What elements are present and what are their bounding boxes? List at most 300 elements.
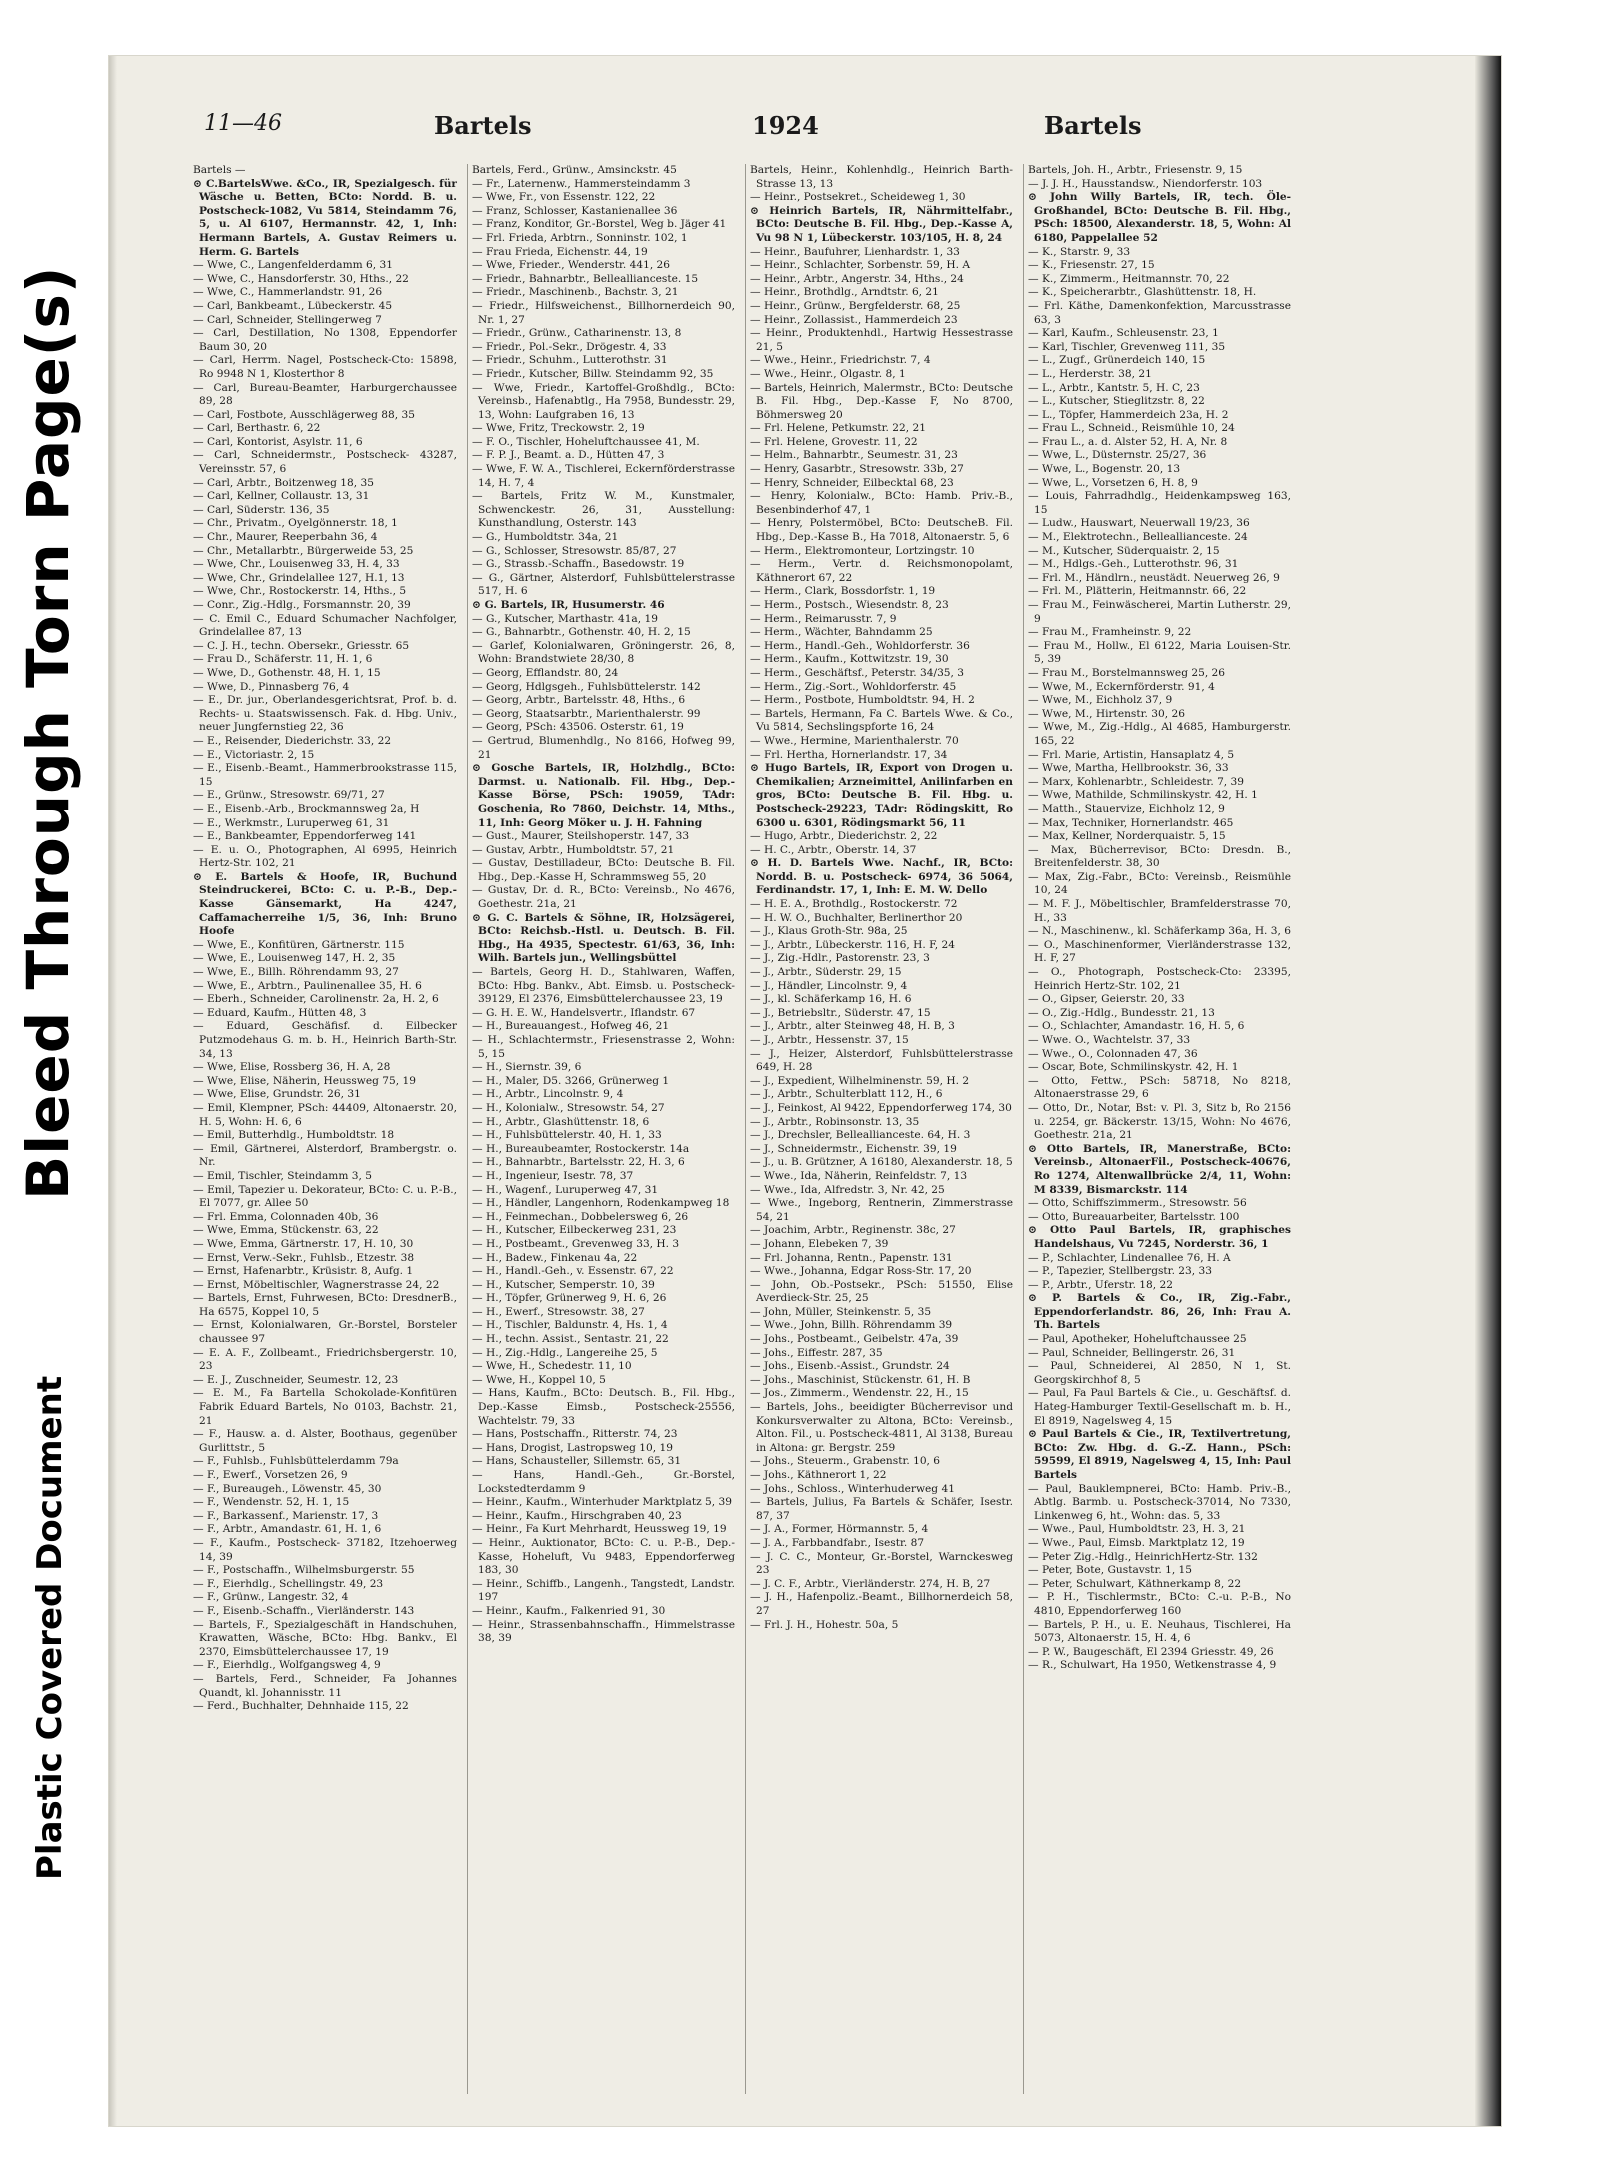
directory-entry: — Hans, Handl.-Geh., Gr.-Borstel, Lockstedterdamm 9 (472, 1469, 735, 1495)
directory-entry: — Conr., Zig.-Hdlg., Forsmannstr. 20, 39 (193, 599, 411, 611)
directory-entry: — Wwe. O., Wachtelstr. 37, 33 (1028, 1034, 1191, 1046)
directory-entry: — Helm., Bahnarbtr., Seumestr. 31, 23 (750, 449, 958, 462)
directory-entry: — Friedr., Kutscher, Billw. Steindamm 92, 35 (472, 367, 714, 380)
directory-entry: — F., Eierhdlg., Wolfgangsweg 4, 9 (193, 1659, 381, 1672)
directory-entry: — N., Maschinenw., kl. Schäferkamp 36a, H. 3, 6 (1028, 925, 1291, 938)
directory-entry: — Paul, Schneiderei, Al 2850, N 1, St. Georgskirchhof 8, 5 (1028, 1360, 1291, 1386)
directory-entry: — Frl. Frieda, Arbtrn., Sonninstr. 102, 1 (472, 231, 688, 244)
directory-entry: — P., Tapezier, Stellbergstr. 23, 33 (1028, 1265, 1213, 1278)
directory-entry: — Wwe, M., Zig.-Hdlg., Al 4685, Hamburgerstr. 165, 22 (1028, 721, 1291, 747)
directory-entry: — J., Drechsler, Belleallianceste. 64, H. 3 (750, 1129, 971, 1142)
directory-entry: — Emil, Tischler, Steindamm 3, 5 (193, 1169, 372, 1182)
directory-entry: — Max, Bücherrevisor, BCto: Dresdn. B., Breitenfelderstr. 38, 30 (1028, 843, 1291, 870)
directory-entry: Bartels, Joh. H., Arbtr., Friesenstr. 9, 15 (1028, 164, 1243, 176)
directory-entry: — Jos., Zimmerm., Wendenstr. 22, H., 15 (750, 1387, 969, 1400)
directory-entry: — Wwe., Hermine, Marienthalerstr. 70 (750, 734, 959, 747)
directory-entry: — Peter Zig.-Hdlg., HeinrichHertz-Str. 132 (1028, 1550, 1258, 1563)
directory-entry: — Friedr., Hilfsweichenst., Billhornerdeich 90, Nr. 1, 27 (472, 299, 735, 326)
header-right-title: Bartels (1044, 111, 1142, 140)
directory-entry: — Wwe, D., Pinnasberg 76, 4 (193, 680, 350, 693)
directory-entry: — Wwe, Fritz, Treckowstr. 2, 19 (472, 422, 645, 435)
directory-entry: — Heinr., Grünw., Bergfelderstr. 68, 25 (750, 299, 961, 312)
directory-entry: — Henry, Kolonialw., BCto: Hamb. Priv.-B., Besenbinderhof 47, 1 (750, 490, 1013, 516)
directory-entry: — H., Handl.-Geh., v. Essenstr. 67, 22 (472, 1265, 674, 1278)
directory-entry: — F., Barkassenf., Marienstr. 17, 3 (193, 1509, 379, 1522)
directory-entry: — Wwe, Chr., Rostockerstr. 14, Hths., 5 (193, 585, 407, 598)
directory-entry: — Karl, Kaufm., Schleusenstr. 23, 1 (1028, 327, 1219, 340)
directory-entry: — R., Schulwart, Ha 1950, Wetkenstrasse 4, 9 (1028, 1659, 1277, 1672)
directory-entry: — E. u. O., Photographen, Al 6995, Heinrich Hertz-Str. 102, 21 (193, 843, 457, 870)
directory-entry: — Bartels, Johs., beeidigter Bücherrevisor und Konkursverwalter zu Altona, BCto: Vereinsb., Alton. Fil., u. Postscheck-4811, Al 3138, Bureau in Altona: gr. Bergstr. 259 (750, 1401, 1013, 1454)
directory-entry: Bartels, Heinr., Kohlenhdlg., Heinrich Barth-Strasse 13, 13 (750, 164, 1013, 190)
directory-entry: — F., Postschaffn., Wilhelmsburgerstr. 55 (193, 1564, 415, 1577)
directory-entry: — P. H., Tischlermstr., BCto: C.-u. P.-B., No 4810, Eppendorferweg 160 (1028, 1591, 1291, 1617)
directory-entry: — F., Grünw., Langestr. 32, 4 (193, 1591, 349, 1604)
directory-entry: — Ernst, Verw.-Sekr., Fuhlsb., Etzestr. 38 (193, 1251, 415, 1264)
directory-entry: — G., Bahnarbtr., Gothenstr. 40, H. 2, 15 (472, 626, 691, 639)
directory-entry: — H. W. O., Buchhalter, Berlinerthor 20 (750, 911, 963, 924)
directory-entry: — L., Töpfer, Hammerdeich 23a, H. 2 (1028, 408, 1229, 421)
directory-entry: Bartels — (193, 164, 246, 176)
directory-column-4 (1023, 164, 1291, 2094)
directory-entry: — J., Schneidermstr., Eichenstr. 39, 19 (750, 1142, 957, 1155)
directory-entry: — Max, Zig.-Fabr., BCto: Vereinsb., Reismühle 10, 24 (1028, 870, 1291, 897)
directory-entry: — John, Müller, Steinkenstr. 5, 35 (750, 1305, 932, 1318)
directory-entry: — Henry, Polstermöbel, BCto: DeutscheB. Fil. Hbg., Dep.-Kasse B., Ha 7018, Altonaerstr. 5, 6 (750, 517, 1013, 544)
directory-entry: — Franz, Konditor, Gr.-Borstel, Weg b. Jäger 41 (472, 218, 727, 231)
directory-entry: ⊙ Gosche Bartels, IR, Holzhdlg., BCto: Darmst. u. Nationalb. Fil. Hbg., Dep.-Kasse Börse, PSch: 19059, TAdr: Goschenia, Ro 7860, Deichstr. 14, Mths., 11, Inh: Georg Möker u. J. H. Fahning (472, 762, 735, 829)
directory-entry: — Wwe., Paul, Humboldtstr. 23, H. 3, 21 (1028, 1523, 1246, 1536)
directory-entry: — Wwe, Mathilde, Schmilinskystr. 42, H. 1 (1028, 789, 1258, 802)
directory-entry: — Henry, Schneider, Eilbecktal 68, 23 (750, 476, 954, 489)
directory-entry: — Marx, Kohlenarbtr., Schleidestr. 7, 39 (1028, 775, 1245, 788)
directory-entry: — Otto, Fettw., PSch: 58718, No 8218, Altonaerstrasse 29, 6 (1028, 1074, 1291, 1101)
directory-entry: — H. E. A., Brothdlg., Rostockerstr. 72 (750, 898, 958, 911)
directory-entry: — Hans, Kaufm., BCto: Deutsch. B., Fil. Hbg., Dep.-Kasse Eimsb., Postscheck-25556, Wachtelstr. 79, 33 (472, 1387, 735, 1427)
directory-entry: — Wwe., Heinr., Olgastr. 8, 1 (750, 367, 906, 380)
directory-entry: — H., Tischler, Baldunstr. 4, Hs. 1, 4 (472, 1319, 668, 1332)
directory-entry: — E., Werkmstr., Luruperweg 61, 31 (193, 816, 390, 829)
directory-entry: — Frau Frieda, Eichenstr. 44, 19 (472, 245, 648, 258)
directory-entry: — Frau L., a. d. Alster 52, H. A, Nr. 8 (1028, 435, 1228, 448)
directory-entry: — O., Zig.-Hdlg., Bundesstr. 21, 13 (1028, 1006, 1215, 1019)
plastic-covered-note: Plastic Covered Document (30, 1375, 70, 1880)
directory-entry: — E. M., Fa Bartella Schokolade-Konfitüren Fabrik Eduard Bartels, No 0103, Bachstr. 21, 21 (193, 1387, 457, 1427)
directory-entry: — Hans, Postschaffn., Ritterstr. 74, 23 (472, 1428, 678, 1441)
directory-entry: — E., Victoriastr. 2, 15 (193, 748, 315, 761)
directory-entry: — F., Arbtr., Amandastr. 61, H. 1, 6 (193, 1523, 382, 1536)
directory-entry: — P., Schlachter, Lindenallee 76, H. A (1028, 1251, 1231, 1264)
directory-entry: — Carl, Destillation, No 1308, Eppendorfer Baum 30, 20 (193, 327, 457, 353)
directory-entry: ⊙ Hugo Bartels, IR, Export von Drogen u. Chemikalien; Arzneimittel, Anilinfarben en gros, BCto: Deutsche B. Fil. Hbg. u. Postscheck-29223, TAdr: Rödingskitt, Ro 6300 u. 6301, Rödingsmarkt 56, 11 (750, 762, 1013, 829)
directory-entry: — F., Eisenb.-Schaffn., Vierländerstr. 143 (193, 1604, 415, 1617)
directory-entry: — Georg, Hdlgsgeh., Fuhlsbüttelerstr. 142 (472, 680, 701, 693)
directory-entry: — Emil, Butterhdlg., Humboldtstr. 18 (193, 1129, 395, 1142)
directory-entry: — Chr., Metallarbtr., Bürgerweide 53, 25 (193, 544, 414, 557)
directory-entry: — Carl, Fostbote, Ausschlägerweg 88, 35 (193, 408, 415, 421)
directory-entry: — Wwe, E., Billh. Röhrendamm 93, 27 (193, 966, 399, 979)
directory-entry: — H., Ingenieur, Isestr. 78, 37 (472, 1169, 634, 1182)
directory-entry: — H., Arbtr., Glashüttenstr. 18, 6 (472, 1115, 650, 1128)
directory-entry: — H., Kolonialw., Stresowstr. 54, 27 (472, 1101, 665, 1114)
directory-entry: — J., Feinkost, Al 9422, Eppendorferweg 174, 30 (750, 1101, 1012, 1114)
directory-entry: — J. C. F., Arbtr., Vierländerstr. 274, H. B, 27 (750, 1577, 991, 1590)
directory-entry: ⊙ Otto Bartels, IR, Manerstraße, BCto: Vereinsb., AltonaerFil., Postscheck-40676, Ro 1274, Altenwallbrücke 2/4, 11, Wohn: M 8339, Bismarckstr. 114 (1028, 1142, 1291, 1196)
directory-entry: — John, Ob.-Postsekr., PSch: 51550, Elise Averdieck-Str. 25, 25 (750, 1278, 1013, 1305)
directory-entry: — J., Heizer, Alsterdorf, Fuhlsbüttelerstrasse 649, H. 28 (750, 1047, 1013, 1074)
directory-entry: — P., Arbtr., Uferstr. 18, 22 (1028, 1278, 1174, 1291)
directory-entry: — Carl, Bankbeamt., Lübeckerstr. 45 (193, 299, 393, 312)
directory-entry: — Eduard, Geschäfisf. d. Eilbecker Putzmodehaus G. m. b. H., Heinrich Barth-Str. 34, 13 (193, 1020, 457, 1060)
directory-entry: — Wwe., Ingeborg, Rentnerin, Zimmerstrasse 54, 21 (750, 1197, 1013, 1223)
directory-entry: — Carl, Herrm. Nagel, Postscheck-Cto: 15898, Ro 9948 N 1, Klosterthor 8 (193, 354, 457, 380)
directory-entry: ⊙ G. Bartels, IR, Husumerstr. 46 (472, 599, 665, 611)
directory-entry: — Bartels, F., Spezialgeschäft in Handschuhen, Krawatten, Wäsche, BCto: Hbg. Bankv., El 2370, Eimsbüttelerchaussee 17, 19 (193, 1618, 457, 1658)
directory-entry: — Hugo, Arbtr., Diederichstr. 2, 22 (750, 830, 938, 843)
directory-entry: — Carl, Bureau-Beamter, Harburgerchaussee 89, 28 (193, 381, 457, 408)
directory-entry: — Wwe, Martha, Hellbrookstr. 36, 33 (1028, 762, 1229, 775)
directory-entry: — Wwe., Ida, Alfredstr. 3, Nr. 42, 25 (750, 1183, 945, 1196)
directory-entry: — Ernst, Kolonialwaren, Gr.-Borstel, Borsteler chaussee 97 (193, 1319, 457, 1346)
directory-entry: — Ernst, Hafenarbtr., Krüsistr. 8, Aufg. 1 (193, 1265, 414, 1278)
header-left-title: Bartels (434, 111, 532, 140)
directory-entry: — Friedr., Maschinenb., Bachstr. 3, 21 (472, 286, 679, 299)
directory-entry: — Wwe., Johanna, Edgar Ross-Str. 17, 20 (750, 1265, 972, 1278)
directory-entry: — Otto, Schiffszimmerm., Stresowstr. 56 (1028, 1197, 1247, 1210)
directory-entry: — F., Eierhdlg., Schellingstr. 49, 23 (193, 1577, 384, 1590)
directory-entry: — Emil, Gärtnerei, Alsterdorf, Brambergstr. o. Nr. (193, 1142, 457, 1169)
directory-entry: — Hans, Drogist, Lastropsweg 10, 19 (472, 1441, 673, 1454)
directory-entry: — L., Zugf., Grünerdeich 140, 15 (1028, 354, 1206, 367)
directory-entry: — J. H., Hafenpoliz.-Beamt., Billhornerdeich 58, 27 (750, 1591, 1013, 1617)
directory-entry: — F. O., Tischler, Hoheluftchaussee 41, M. (472, 435, 700, 448)
directory-entry: — Wwe, H., Koppel 10, 5 (472, 1373, 606, 1386)
directory-entry: — Emil, Tapezier u. Dekorateur, BCto: C. u. P.-B., El 7077, gr. Allee 50 (193, 1183, 457, 1210)
directory-entry: — Paul, Fa Paul Bartels & Cie., u. Geschäftsf. d. Hateg-Hamburger Textil-Gesellschaft m. b. H., El 8919, Nagelsweg 4, 15 (1028, 1387, 1291, 1427)
directory-entry: — Heinr., Schiffb., Langenh., Tangstedt, Landstr. 197 (472, 1577, 735, 1604)
directory-entry: — O., Schlachter, Amandastr. 16, H. 5, 6 (1028, 1020, 1245, 1033)
directory-entry: — H., Wagenf., Luruperweg 47, 31 (472, 1183, 659, 1196)
directory-entry: — Garlef, Kolonialwaren, Gröningerstr. 26, 8, Wohn: Brandstwiete 28/30, 8 (472, 639, 735, 666)
directory-entry: — J. A., Former, Hörmannstr. 5, 4 (750, 1523, 929, 1536)
directory-entry: — Frau M., Feinwäscherei, Martin Lutherstr. 29, 9 (1028, 599, 1291, 625)
directory-entry: — F., Kaufm., Postscheck- 37182, Itzehoerweg 14, 39 (193, 1536, 457, 1563)
directory-entry: — Oscar, Bote, Schmilinskystr. 42, H. 1 (1028, 1061, 1239, 1074)
directory-entry: — Bartels, Ernst, Fuhrwesen, BCto: DresdnerB., Ha 6575, Koppel 10, 5 (193, 1292, 457, 1318)
directory-entry: — E., Grünw., Stresowstr. 69/71, 27 (193, 789, 385, 802)
directory-entry: — H., Feinmechan., Dobbelersweg 6, 26 (472, 1210, 689, 1223)
directory-entry: — Wwe., Ida, Näherin, Reinfeldstr. 7, 13 (750, 1169, 968, 1182)
directory-entry: — Carl, Süderstr. 136, 35 (193, 503, 330, 516)
directory-entry: — Johs., Käthnerort 1, 22 (750, 1469, 887, 1481)
directory-entry: — K., Speicherarbtr., Glashüttenstr. 18, H. (1028, 286, 1257, 299)
directory-entry: — F., Hausw. a. d. Alster, Boothaus, gegenüber Gurlittstr., 5 (193, 1428, 457, 1454)
directory-entry: — H., techn. Assist., Sentastr. 21, 22 (472, 1333, 669, 1346)
directory-entry: — Herm., Handl.-Geh., Wohldorferstr. 36 (750, 639, 970, 652)
directory-entry: — J., Arbtr., Robinsonstr. 13, 35 (750, 1115, 920, 1128)
page-dark-edge (1475, 56, 1501, 2126)
directory-entry: — Gertrud, Blumenhdlg., No 8166, Hofweg 99, 21 (472, 734, 735, 761)
directory-entry: — L., Kutscher, Stieglitzstr. 8, 22 (1028, 395, 1205, 408)
directory-entry: — F., Bureaugeh., Löwenstr. 45, 30 (193, 1482, 382, 1495)
directory-entry: — Herm., Kaufm., Kottwitzstr. 19, 30 (750, 653, 949, 666)
directory-entry: ⊙ H. D. Bartels Wwe. Nachf., IR, BCto: Nordd. B. u. Postscheck- 6974, 36 5064, Ferdinandstr. 17, 1, Inh: E. M. W. Dello (750, 857, 1013, 897)
directory-entry: — G. H. E. W., Handelsvertr., Iflandstr. 67 (472, 1006, 696, 1019)
directory-entry: — Karl, Tischler, Grevenweg 111, 35 (1028, 340, 1226, 353)
directory-entry: — Herm., Zig.-Sort., Wohldorferstr. 45 (750, 680, 957, 693)
directory-entry: — K., Friesenstr. 27, 15 (1028, 259, 1155, 272)
directory-entry: — F., Wendenstr. 52, H. 1, 15 (193, 1496, 350, 1509)
directory-entry: — Peter, Schulwart, Käthnerkamp 8, 22 (1028, 1577, 1242, 1590)
directory-entry: — Frau D., Schäferstr. 11, H. 1, 6 (193, 653, 373, 666)
directory-entry: — Wwe., Paul, Eimsb. Marktplatz 12, 19 (1028, 1536, 1245, 1549)
page-shadow (109, 56, 117, 2126)
bleed-through-torn-note: Bleed Through Torn Page(s) (14, 265, 82, 1200)
directory-entry: — Paul, Bauklempnerei, BCto: Hamb. Priv.-B., Abtlg. Barmb. u. Postscheck-37014, No 7330, Linkenweg 6, ht., Wohn: das. 5, 33 (1028, 1482, 1291, 1522)
directory-entry: — H., Zig.-Hdlg., Langereihe 25, 5 (472, 1346, 658, 1359)
directory-entry: — Wwe., O., Colonnaden 47, 36 (1028, 1047, 1198, 1060)
directory-entry: — J., Arbtr., Hessenstr. 37, 15 (750, 1034, 909, 1046)
directory-entry: — Otto, Bureauarbeiter, Bartelsstr. 100 (1028, 1210, 1240, 1223)
directory-entry: — Wwe, F. W. A., Tischlerei, Eckernförderstrasse 14, H. 7, 4 (472, 463, 735, 489)
directory-entry: — Bartels, Heinrich, Malermstr., BCto: Deutsche B. Fil. Hbg., Dep.-Kasse F, No 8700, Böhmersweg 20 (750, 381, 1013, 421)
directory-entry: — Friedr., Grünw., Catharinenstr. 13, 8 (472, 327, 682, 340)
directory-entry: — Frl. M., Plätterin, Heitmannstr. 66, 22 (1028, 585, 1247, 598)
directory-entry: — E., Bankbeamter, Eppendorferweg 141 (193, 830, 417, 843)
directory-entry: — E., Eisenb.-Arb., Brockmannsweg 2a, H (193, 802, 420, 815)
directory-entry: — Heinr., Arbtr., Angerstr. 34, Hths., 24 (750, 272, 964, 285)
directory-entry: — M., Elektrotechn., Belleallianceste. 24 (1028, 531, 1248, 544)
directory-entry: — Wwe, M., Eckernförderstr. 91, 4 (1028, 680, 1215, 693)
directory-entry: ⊙ P. Bartels & Co., IR, Zig.-Fabr., Eppendorferlandstr. 86, 26, Inh: Frau A. Th. Bartels (1028, 1292, 1291, 1332)
directory-entry: — J., Arbtr., alter Steinweg 48, H. B, 3 (750, 1020, 955, 1033)
directory-entry: — E., Reisender, Diederichstr. 33, 22 (193, 734, 392, 747)
directory-entry: — Frl. Marie, Artistin, Hansaplatz 4, 5 (1028, 748, 1235, 761)
directory-entry: — Wwe, H., Schedestr. 11, 10 (472, 1360, 632, 1373)
directory-entry: — H., Badew., Finkenau 4a, 22 (472, 1251, 638, 1264)
directory-entry: — Wwe, Elise, Grundstr. 26, 31 (193, 1088, 361, 1101)
directory-entry: — Wwe, Frieder., Wenderstr. 441, 26 (472, 259, 671, 272)
directory-entry: — J. C. C., Monteur, Gr.-Borstel, Warnckesweg 23 (750, 1550, 1013, 1577)
directory-entry: — J., Arbtr., Süderstr. 29, 15 (750, 966, 902, 979)
directory-entry: — Matth., Stauervize, Eichholz 12, 9 (1028, 802, 1225, 815)
directory-entry: — Johann, Elebeken 7, 39 (750, 1237, 889, 1250)
directory-entry: — Johs., Schloss., Winterhuderweg 41 (750, 1482, 955, 1495)
directory-entry: — O., Gipser, Geierstr. 20, 33 (1028, 993, 1185, 1006)
directory-entry: — H., Töpfer, Grünerweg 9, H. 6, 26 (472, 1292, 667, 1305)
directory-entry: — J., Zig.-Hdlr., Pastorenstr. 23, 3 (750, 952, 930, 965)
directory-entry: — H., Arbtr., Lincolnstr. 9, 4 (472, 1088, 624, 1101)
directory-entry: — Wwe, Chr., Louisenweg 33, H. 4, 33 (193, 558, 400, 571)
directory-entry: — O., Maschinenformer, Vierländerstrasse 132, H. F, 27 (1028, 938, 1291, 965)
directory-entry: — L., Herderstr. 38, 21 (1028, 367, 1152, 380)
header-year: 1924 (752, 111, 819, 140)
directory-entry: — Henry, Gasarbtr., Stresowstr. 33b, 27 (750, 463, 964, 476)
directory-entry: — Heinr., Strassenbahnschaffn., Himmelstrasse 38, 39 (472, 1618, 735, 1645)
directory-entry: — Wwe, D., Gothenstr. 48, H. 1, 15 (193, 666, 381, 679)
directory-entry: — Peter, Bote, Gustavstr. 1, 15 (1028, 1564, 1193, 1577)
page-header (204, 111, 1314, 151)
directory-entry: — Johs., Postbeamt., Geibelstr. 47a, 39 (750, 1333, 959, 1346)
directory-entry: — Frl. Helene, Petkumstr. 22, 21 (750, 422, 926, 435)
directory-entry: — Louis, Fahrradhdlg., Heidenkampsweg 163, 15 (1028, 490, 1291, 516)
directory-entry: — Wwe, L., Düsternstr. 25/27, 36 (1028, 449, 1207, 462)
directory-entry: — Heinr., Schlachter, Sorbenstr. 59, H. A (750, 259, 971, 272)
directory-entry: — G., Schlosser, Stresowstr. 85/87, 27 (472, 544, 677, 557)
directory-entry: — Wwe, E., Louisenweg 147, H. 2, 35 (193, 952, 396, 965)
directory-entry: — G., Kutscher, Marthastr. 41a, 19 (472, 612, 658, 625)
directory-entry: — Wwe, M., Hirtenstr. 30, 26 (1028, 707, 1185, 720)
directory-entry: — Eduard, Kaufm., Hütten 48, 3 (193, 1006, 367, 1019)
directory-entry: — E. J., Zuschneider, Seumestr. 12, 23 (193, 1373, 399, 1386)
directory-entry: — Wwe, C., Hansdorferstr. 30, Hths., 22 (193, 272, 409, 285)
directory-entry: — Georg, Efflandstr. 80, 24 (472, 666, 619, 679)
directory-entry: — Gust., Maurer, Steilshoperstr. 147, 33 (472, 830, 690, 843)
directory-entry: — Wwe., Heinr., Friedrichstr. 7, 4 (750, 354, 931, 367)
directory-entry: — H., Bureaubeamter, Rostockerstr. 14a (472, 1142, 690, 1155)
directory-entry: — L., Arbtr., Kantstr. 5, H. C, 23 (1028, 381, 1200, 394)
directory-column-3 (745, 164, 1013, 2094)
directory-entry: — Frl. Helene, Grovestr. 11, 22 (750, 435, 918, 448)
directory-entry: — Johs., Eiffestr. 287, 35 (750, 1346, 883, 1359)
directory-entry: — Wwe., John, Billh. Röhrendamm 39 (750, 1319, 953, 1332)
directory-entry: — Paul, Schneider, Bellingerstr. 26, 31 (1028, 1346, 1236, 1359)
directory-entry: — J., Arbtr., Schulterblatt 112, H., 6 (750, 1088, 943, 1101)
directory-entry: — E. A. F., Zollbeamt., Friedrichsbergerstr. 10, 23 (193, 1346, 457, 1373)
directory-entry: — Max, Techniker, Hornerlandstr. 465 (1028, 816, 1234, 829)
margin-notes (0, 0, 110, 2177)
directory-entry: — Frl. Hertha, Hornerlandstr. 17, 34 (750, 748, 948, 761)
directory-entry: — Wwe, L., Bogenstr. 20, 13 (1028, 463, 1181, 476)
directory-column-2 (467, 164, 735, 2094)
directory-entry: — H., Schlachtermstr., Friesenstrasse 2, Wohn: 5, 15 (472, 1034, 735, 1060)
directory-entry: — H., Fuhlsbüttelerstr. 40, H. 1, 33 (472, 1129, 662, 1142)
directory-entry: — Bartels, P. H., u. E. Neuhaus, Tischlerei, Ha 5073, Altonaerstr. 15, H. 4, 6 (1028, 1618, 1291, 1645)
directory-entry: — H., Siernstr. 39, 6 (472, 1061, 582, 1074)
directory-entry: — Joachim, Arbtr., Reginenstr. 38c, 27 (750, 1224, 956, 1237)
directory-entry: — J., kl. Schäferkamp 16, H. 6 (750, 993, 912, 1006)
directory-entry: — M., Kutscher, Süderquaistr. 2, 15 (1028, 544, 1220, 557)
directory-entry: — K., Zimmerm., Heitmannstr. 70, 22 (1028, 272, 1230, 285)
directory-entry: — Heinr., Fa Kurt Mehrhardt, Heussweg 19, 19 (472, 1523, 727, 1536)
directory-entry: — Frl. M., Händlrn., neustädt. Neuerweg 26, 9 (1028, 571, 1280, 584)
directory-entry: — F. P. J., Beamt. a. D., Hütten 47, 3 (472, 449, 665, 462)
directory-entry: — H., Bahnarbtr., Bartelsstr. 22, H. 3, 6 (472, 1156, 685, 1169)
directory-entry: — H., Kutscher, Semperstr. 10, 39 (472, 1278, 655, 1291)
directory-entry: — Herm., Wächter, Bahndamm 25 (750, 626, 933, 639)
directory-entry: — Johs., Eisenb.-Assist., Grundstr. 24 (750, 1360, 950, 1373)
directory-entry: — H., Händler, Langenhorn, Rodenkampweg 18 (472, 1197, 730, 1210)
directory-entry: — Friedr., Schuhm., Lutterothstr. 31 (472, 354, 668, 367)
directory-entry: — Gustav, Arbtr., Humboldtstr. 57, 21 (472, 843, 675, 856)
directory-entry: — F., Ewerf., Vorsetzen 26, 9 (193, 1469, 348, 1481)
directory-entry: — Hans, Schausteller, Sillemstr. 65, 31 (472, 1455, 682, 1468)
directory-entry: — J., u. B. Grützner, A 16180, Alexanderstr. 18, 5 (750, 1156, 1013, 1169)
directory-entry: — J., Händler, Lincolnstr. 9, 4 (750, 979, 908, 992)
directory-entry: — Bartels, Georg H. D., Stahlwaren, Waffen, BCto: Hbg. Bankv., Abt. Eimsb. u. Postscheck-39129, El 2376, Eimsbüttelerchaussee 23, 19 (472, 966, 735, 1006)
directory-entry: — Carl, Kontorist, Asylstr. 11, 6 (193, 435, 363, 448)
directory-entry: — C. Emil C., Eduard Schumacher Nachfolger, Grindelallee 87, 13 (193, 612, 457, 639)
directory-entry: — Heinr., Kaufm., Winterhuder Marktplatz 5, 39 (472, 1496, 732, 1509)
directory-entry: — Frl. Johanna, Rentn., Papenstr. 131 (750, 1251, 953, 1264)
directory-entry: — Gustav, Dr. d. R., BCto: Vereinsb., No 4676, Goethestr. 21a, 21 (472, 884, 735, 911)
directory-entry: — Wwe, E., Konfitüren, Gärtnerstr. 115 (193, 938, 405, 951)
directory-entry: — H., Kutscher, Eilbeckerweg 231, 23 (472, 1224, 677, 1237)
directory-entry: — Heinr., Zollassist., Hammerdeich 23 (750, 313, 958, 326)
directory-entry: — Heinr., Baufuhrer, Lienhardstr. 1, 33 (750, 245, 960, 258)
directory-entry: — Georg, Staatsarbtr., Marienthalerstr. 99 (472, 707, 701, 720)
directory-entry: — G., Humboldtstr. 34a, 21 (472, 531, 619, 544)
directory-entry: ⊙ Heinrich Bartels, IR, Nährmittelfabr., BCto: Deutsche B. Fil. Hbg., Dep.-Kasse A, Vu 98 N 1, Lübeckerstr. 103/105, H. 8, 24 (750, 204, 1013, 244)
directory-entry: ⊙ G. C. Bartels & Söhne, IR, Holzsägerei, BCto: Reichsb.-Hstl. u. Deutsch. B. Fil. Hbg., Ha 4935, Spectestr. 61/63, 36, Inh: Wilh. Bartels jun., Wellingsbüttel (472, 911, 735, 965)
directory-entry: — O., Photograph, Postscheck-Cto: 23395, Heinrich Hertz-Str. 102, 21 (1028, 966, 1291, 992)
directory-entry: ⊙ Paul Bartels & Cie., IR, Textilvertretung, BCto: Zw. Hbg. d. G.-Z. Hann., PSch: 59599, El 8919, Nagelsweg 4, 15, Inh: Paul Bartels (1028, 1428, 1291, 1481)
directory-entry: — Wwe, M., Eichholz 37, 9 (1028, 694, 1173, 707)
directory-entry: — Herm., Postsch., Wiesendstr. 8, 23 (750, 599, 949, 611)
directory-entry: — Carl, Schneidermstr., Postscheck- 43287, Vereinsstr. 57, 6 (193, 449, 457, 476)
directory-entry: — H., Maler, D5. 3266, Grünerweg 1 (472, 1074, 670, 1087)
directory-entry: — M. F. J., Möbeltischler, Bramfelderstrasse 70, H., 33 (1028, 898, 1291, 924)
directory-entry: — H., Ewerf., Stresowstr. 38, 27 (472, 1305, 645, 1318)
directory-entry: — Wwe, Elise, Rossberg 36, H. A, 28 (193, 1061, 391, 1074)
directory-entry: — Heinr., Auktionator, BCto: C. u. P.-B., Dep.-Kasse, Hoheluft, Vu 9483, Eppendorferweg 183, 30 (472, 1536, 735, 1577)
directory-entry: — Emil, Klempner, PSch: 44409, Altonaerstr. 20, H. 5, Wohn: H. 6, 6 (193, 1101, 457, 1128)
directory-entry: — Herm., Clark, Bossdorfstr. 1, 19 (750, 585, 936, 598)
directory-entry: — Paul, Apotheker, Hoheluftchaussee 25 (1028, 1333, 1247, 1346)
directory-entry: — Fr., Laternenw., Hammersteindamm 3 (472, 177, 691, 190)
directory-entry: — Ludw., Hauswart, Neuerwall 19/23, 36 (1028, 517, 1250, 530)
directory-entry: — Wwe, Elise, Näherin, Heussweg 75, 19 (193, 1074, 416, 1087)
directory-entry: — Frau M., Borstelmannsweg 25, 26 (1028, 666, 1226, 679)
directory-entry: — Friedr., Pol.-Sekr., Drögestr. 4, 33 (472, 340, 667, 353)
directory-entry: — Carl, Schneider, Stellingerweg 7 (193, 313, 382, 326)
directory-entry: — Ernst, Möbeltischler, Wagnerstrasse 24, 22 (193, 1278, 440, 1291)
directory-entry: — Bartels, Fritz W. M., Kunstmaler, Schwenckestr. 26, 31, Ausstellung: Kunsthandlung, Osterstr. 143 (472, 490, 735, 530)
directory-entry: — J., Expedient, Wilhelminenstr. 59, H. 2 (750, 1074, 970, 1087)
directory-entry: — Franz, Schlosser, Kastanienallee 36 (472, 204, 678, 217)
directory-entry: — Carl, Berthastr. 6, 22 (193, 422, 321, 435)
directory-entry: — H., Bureauangest., Hofweg 46, 21 (472, 1020, 670, 1033)
directory-column-1 (189, 164, 457, 2094)
directory-entry: — Wwe, Emma, Gärtnerstr. 17, H. 10, 30 (193, 1237, 414, 1250)
directory-entry: — Chr., Privatm., Oyelgönnerstr. 18, 1 (193, 517, 398, 530)
directory-entry: — Wwe, L., Vorsetzen 6, H. 8, 9 (1028, 476, 1198, 489)
directory-entry: — Ferd., Buchhalter, Dehnhaide 115, 22 (193, 1700, 409, 1713)
page-number: 11—46 (204, 111, 282, 136)
scanned-page (108, 55, 1502, 2127)
directory-entry: — Heinr., Kaufm., Falkenried 91, 30 (472, 1604, 666, 1617)
directory-entry: — Wwe, Friedr., Kartoffel-Großhdlg., BCto: Vereinsb., Hafenabtlg., Ha 7958, Bundesstr. 29, 13, Wohn: Laufgraben 16, 13 (472, 381, 735, 421)
directory-entry: — Frl. J. H., Hohestr. 50a, 5 (750, 1618, 899, 1631)
directory-entry: — Johs., Maschinist, Stückenstr. 61, H. B (750, 1373, 971, 1386)
directory-entry: — Heinr., Brothdlg., Arndtstr. 6, 21 (750, 286, 939, 299)
directory-entry: — J. A., Farbbandfabr., Isestr. 87 (750, 1536, 925, 1549)
directory-entry: — Herm., Postbote, Humboldtstr. 94, H. 2 (750, 694, 975, 707)
directory-entry: — E., Eisenb.-Beamt., Hammerbrookstrasse 115, 15 (193, 762, 457, 788)
directory-entry: — Otto, Dr., Notar, Bst: v. Pl. 3, Sitz b, Ro 2156 u. 2254, gr. Bäckerstr. 13/15, Wohn: No 4676, Goethestr. 21a, 21 (1028, 1101, 1291, 1142)
directory-entry: — Gustav, Destilladeur, BCto: Deutsche B. Fil. Hbg., Dep.-Kasse H, Schrammsweg 55, 20 (472, 857, 735, 883)
directory-entry: — Heinr., Postsekret., Scheideweg 1, 30 (750, 191, 966, 204)
directory-columns (189, 164, 1301, 2094)
directory-entry: — G., Strassb.-Schaffn., Basedowstr. 19 (472, 558, 685, 571)
directory-entry: — Eberh., Schneider, Carolinenstr. 2a, H. 2, 6 (193, 993, 439, 1006)
directory-entry: — Herm., Vertr. d. Reichsmonopolamt, Käthnerort 67, 22 (750, 558, 1013, 584)
directory-entry: — Heinr., Kaufm., Hirschgraben 40, 23 (472, 1509, 682, 1522)
directory-entry: — Bartels, Julius, Fa Bartels & Schäfer, Isestr. 87, 37 (750, 1496, 1013, 1522)
directory-entry: — Herm., Reimarusstr. 7, 9 (750, 612, 897, 625)
directory-entry: — Wwe, Chr., Grindelallee 127, H.1, 13 (193, 571, 405, 584)
directory-entry: — Wwe, Fr., von Essenstr. 122, 22 (472, 191, 656, 204)
